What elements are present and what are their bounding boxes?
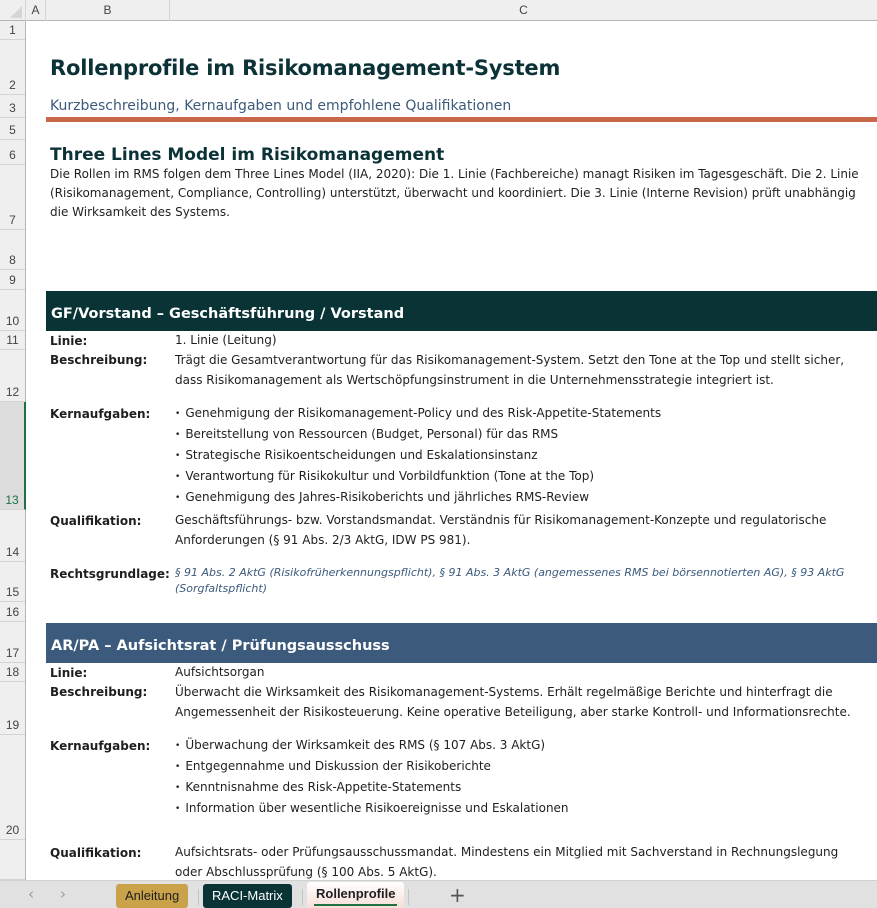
row-header-1[interactable]: 1 bbox=[0, 21, 25, 40]
label-beschreibung: Beschreibung: bbox=[50, 685, 148, 699]
row-header-11[interactable]: 11 bbox=[0, 331, 25, 350]
tab-separator bbox=[408, 889, 409, 905]
role-1-kernaufgaben bbox=[175, 404, 865, 509]
row-header-13[interactable]: 13 bbox=[0, 402, 26, 510]
row-header-6[interactable]: 6 bbox=[0, 140, 25, 165]
row-header-3[interactable]: 3 bbox=[0, 95, 25, 118]
chevron-left-icon[interactable]: ‹ bbox=[28, 885, 34, 903]
task-list bbox=[175, 736, 865, 820]
tab-separator bbox=[302, 889, 303, 905]
column-header-a[interactable]: A bbox=[26, 0, 46, 21]
label-rechtsgrundlage: Rechtsgrundlage: bbox=[50, 567, 170, 581]
row-header-15[interactable]: 15 bbox=[0, 562, 25, 602]
intro-paragraph: Die Rollen im RMS folgen dem Three Lines Model (IIA, 2020): Die 1. Linie (Fachbereiche) managt Risiken im Tagesgeschäft. Die 2. Linie (Risikomanagement, Compliance, Controlling) unterstützt, überwacht und koordiniert. Die 3. Linie (Interne Revision) prüft unabhängig die Wirksamkeit des Systems. bbox=[50, 167, 859, 219]
tab-separator bbox=[198, 889, 199, 905]
task-item: • Überwachung der Wirksamkeit des RMS (§ 107 Abs. 3 AktG) bbox=[175, 736, 865, 757]
label-qualifikation: Qualifikation: bbox=[50, 846, 142, 860]
role-2-beschreibung: Überwacht die Wirksamkeit des Risikomanagement-Systems. Erhält regelmäßige Berichte und hinterfragt die Angemessenheit der Risikosteuerung. Keine operative Beteiligung, aber starke Kontroll- und Informationsrechte. bbox=[175, 685, 851, 719]
task-item: • Genehmigung des Jahres-Risikoberichts und jährliches RMS-Review bbox=[175, 488, 865, 509]
section-heading-three-lines: Three Lines Model im Risikomanagement bbox=[50, 145, 445, 165]
add-sheet-icon[interactable]: + bbox=[449, 883, 466, 907]
row-header-next[interactable] bbox=[0, 840, 25, 880]
label-beschreibung: Beschreibung: bbox=[50, 353, 148, 367]
row-header-10[interactable]: 10 bbox=[0, 290, 25, 331]
role-header-gf-vorstand: GF/Vorstand – Geschäftsführung / Vorstand bbox=[46, 291, 877, 331]
page-subtitle: Kurzbeschreibung, Kernaufgaben und empfohlene Qualifikationen bbox=[50, 98, 512, 114]
row-header-12[interactable]: 12 bbox=[0, 350, 25, 402]
task-item: • Entgegennahme und Diskussion der Risikoberichte bbox=[175, 757, 865, 778]
sheet-tab-label: Rollenprofile bbox=[316, 886, 396, 901]
task-item: • Information über wesentliche Risikoereignisse und Eskalationen bbox=[175, 799, 865, 820]
role-2-kernaufgaben bbox=[175, 736, 865, 820]
chevron-right-icon[interactable]: › bbox=[60, 885, 66, 903]
sheet-tab-anleitung[interactable]: Anleitung bbox=[116, 884, 188, 908]
role-1-linie: 1. Linie (Leitung) bbox=[175, 333, 277, 347]
label-qualifikation: Qualifikation: bbox=[50, 514, 142, 528]
role-2-qualifikation: Aufsichtsrats- oder Prüfungsausschussmandat. Mindestens ein Mitglied mit Sachverstand in Rechnungslegung oder Abschlussprüfung (§ 100 Abs. 5 AktG). bbox=[175, 845, 839, 879]
row-header-18[interactable]: 18 bbox=[0, 663, 25, 682]
column-header-c[interactable]: C bbox=[519, 3, 528, 17]
role-1-rechtsgrundlage: § 91 Abs. 2 AktG (Risikofrüherkennungspflicht), § 91 Abs. 3 AktG (angemessenes RMS bei börsennotierten AG), § 93 AktG (Sorgfaltspflicht) bbox=[175, 566, 845, 595]
task-item: • Strategische Risikoentscheidungen und Eskalationsinstanz bbox=[175, 446, 865, 467]
label-kernaufgaben: Kernaufgaben: bbox=[50, 739, 151, 753]
sheet-tab-bar bbox=[0, 880, 877, 908]
label-linie: Linie: bbox=[50, 334, 88, 348]
row-header-9[interactable]: 9 bbox=[0, 270, 25, 290]
row-header-5[interactable]: 5 bbox=[0, 118, 25, 140]
row-header-2[interactable]: 2 bbox=[0, 40, 25, 95]
role-1-qualifikation: Geschäftsführungs- bzw. Vorstandsmandat. Verständnis für Risikomanagement-Konzepte und regulatorische Anforderungen (§ 91 Abs. 2/3 AktG, IDW PS 981). bbox=[175, 513, 827, 547]
task-item: • Kenntnisnahme des Risk-Appetite-Statements bbox=[175, 778, 865, 799]
row-header-20[interactable]: 20 bbox=[0, 735, 25, 840]
page-title: Rollenprofile im Risikomanagement-System bbox=[50, 56, 561, 80]
task-item: • Verantwortung für Risikokultur und Vorbildfunktion (Tone at the Top) bbox=[175, 467, 865, 488]
row-header-17[interactable]: 17 bbox=[0, 622, 25, 663]
sheet-tab-rollenprofile[interactable] bbox=[307, 882, 404, 908]
row-header-7[interactable]: 7 bbox=[0, 165, 25, 230]
row-header-14[interactable]: 14 bbox=[0, 510, 25, 562]
row-header-bar bbox=[0, 21, 26, 880]
role-1-beschreibung: Trägt die Gesamtverantwortung für das Risikomanagement-System. Setzt den Tone at the Top und stellt sicher, dass Risikomanagement als Wertschöpfungsinstrument in die Unternehmensstrategie integriert ist. bbox=[175, 353, 845, 387]
row-header-16[interactable]: 16 bbox=[0, 602, 25, 622]
select-all-button[interactable] bbox=[0, 0, 26, 21]
task-list bbox=[175, 404, 865, 509]
row-header-8[interactable]: 8 bbox=[0, 230, 25, 270]
row-header-19[interactable]: 19 bbox=[0, 682, 25, 735]
role-2-linie: Aufsichtsorgan bbox=[175, 665, 265, 679]
active-tab-underline bbox=[314, 904, 397, 906]
label-linie: Linie: bbox=[50, 666, 88, 680]
role-header-ar-pa: AR/PA – Aufsichtsrat / Prüfungsausschuss bbox=[46, 623, 877, 663]
task-item: • Bereitstellung von Ressourcen (Budget, Personal) für das RMS bbox=[175, 425, 865, 446]
accent-divider bbox=[46, 117, 877, 122]
worksheet-grid[interactable] bbox=[27, 21, 877, 880]
column-header-bar bbox=[0, 0, 877, 21]
task-item: • Genehmigung der Risikomanagement-Policy und des Risk-Appetite-Statements bbox=[175, 404, 865, 425]
label-kernaufgaben: Kernaufgaben: bbox=[50, 407, 151, 421]
sheet-tab-raci-matrix[interactable]: RACI-Matrix bbox=[203, 884, 292, 908]
column-header-b[interactable]: B bbox=[46, 0, 170, 21]
